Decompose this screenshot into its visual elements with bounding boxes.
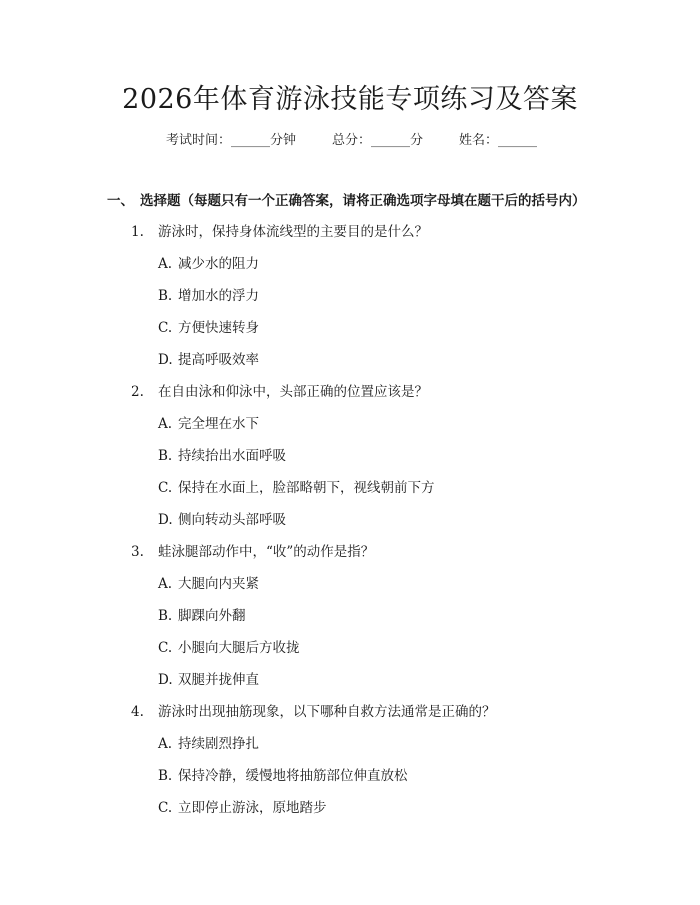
question-2	[131, 382, 428, 402]
question-number: 1.	[131, 224, 144, 240]
option-letter: B.	[158, 288, 173, 304]
option-text: 侧向转动头部呼吸	[178, 512, 286, 528]
option-text: 减少水的阻力	[178, 256, 259, 272]
section-title: 选择题（每题只有一个正确答案，请将正确选项字母填在题干后的括号内）	[140, 193, 586, 209]
option-letter: C.	[158, 640, 173, 656]
option-letter: C.	[158, 320, 173, 336]
option-2b	[158, 446, 286, 466]
question-3	[131, 542, 374, 562]
option-text: 保持在水面上，脸部略朝下，视线朝前下方	[178, 480, 435, 496]
option-1c	[158, 318, 259, 338]
option-text: 持续剧烈挣扎	[178, 736, 259, 752]
option-text: 保持冷静，缓慢地将抽筋部位伸直放松	[178, 768, 408, 784]
exam-time-field: 考试时间：______分钟	[166, 133, 297, 148]
option-text: 增加水的浮力	[178, 288, 259, 304]
option-letter: A.	[158, 416, 173, 432]
section-number: 一、	[107, 193, 134, 209]
option-3b	[158, 606, 246, 626]
option-letter: D.	[158, 352, 173, 368]
option-text: 大腿向内夹紧	[178, 576, 259, 592]
question-text: 蛙泳腿部动作中，“收”的动作是指？	[158, 544, 375, 560]
option-letter: C.	[158, 800, 173, 816]
option-text: 提高呼吸效率	[178, 352, 259, 368]
exam-info-line	[166, 131, 537, 151]
question-number: 4.	[131, 704, 144, 720]
option-text: 方便快速转身	[178, 320, 259, 336]
option-text: 双腿并拢伸直	[178, 672, 259, 688]
option-1d	[158, 350, 259, 370]
question-number: 3.	[131, 544, 144, 560]
option-text: 持续抬出水面呼吸	[178, 448, 286, 464]
option-2a	[158, 414, 259, 434]
question-4	[131, 702, 496, 722]
option-letter: A.	[158, 256, 173, 272]
question-number: 2.	[131, 384, 144, 400]
option-letter: C.	[158, 480, 173, 496]
question-1	[131, 222, 428, 242]
option-text: 立即停止游泳，原地踏步	[178, 800, 327, 816]
option-3a	[158, 574, 259, 594]
option-2d	[158, 510, 286, 530]
option-3d	[158, 670, 259, 690]
option-letter: B.	[158, 448, 173, 464]
option-letter: D.	[158, 672, 173, 688]
option-4b	[158, 766, 408, 786]
question-text: 游泳时，保持身体流线型的主要目的是什么？	[158, 224, 428, 240]
option-letter: B.	[158, 768, 173, 784]
option-text: 小腿向大腿后方收拢	[178, 640, 300, 656]
option-letter: D.	[158, 512, 173, 528]
question-text: 在自由泳和仰泳中，头部正确的位置应该是？	[158, 384, 428, 400]
option-1a	[158, 254, 259, 274]
section-heading	[107, 191, 700, 211]
page-title: 2026年体育游泳技能专项练习及答案	[122, 84, 578, 115]
question-text: 游泳时出现抽筋现象，以下哪种自救方法通常是正确的？	[158, 704, 496, 720]
option-text: 脚踝向外翻	[178, 608, 246, 624]
option-text: 完全埋在水下	[178, 416, 259, 432]
total-score-field: 总分：______分	[332, 133, 424, 148]
option-4a	[158, 734, 259, 754]
option-3c	[158, 638, 300, 658]
option-letter: A.	[158, 576, 173, 592]
option-2c	[158, 478, 435, 498]
student-name-field: 姓名：______	[459, 133, 538, 148]
option-1b	[158, 286, 259, 306]
option-letter: B.	[158, 608, 173, 624]
option-4c	[158, 798, 327, 818]
option-letter: A.	[158, 736, 173, 752]
